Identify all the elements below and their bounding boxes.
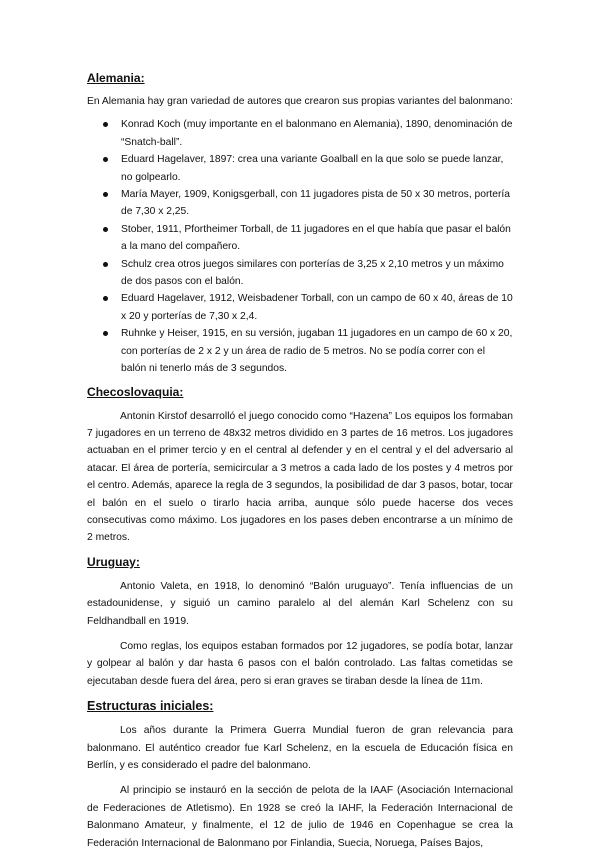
- bullet-icon: [103, 331, 108, 336]
- list-item: [87, 290, 513, 325]
- alemania-list: [87, 116, 513, 377]
- section-heading-estructuras: Estructuras iniciales:: [87, 699, 214, 714]
- list-item: [87, 151, 513, 186]
- list-item-text: Eduard Hagelaver, 1912, Weisbadener Torball, con un campo de 60 x 40, áreas de 10 x 20 y porterías de 7,30 x 2,4.: [121, 293, 513, 322]
- bullet-icon: [103, 122, 108, 127]
- section-heading-uruguay: Uruguay:: [87, 554, 140, 569]
- uruguay-paragraph-1: Antonio Valeta, en 1918, lo denominó “Balón uruguayo”. Tenía influencias de un estadounidense, y siguió un camino paralelo al del alemán Karl Schelenz con su Feldhandball en 1919.: [87, 580, 513, 627]
- list-item: [87, 325, 513, 377]
- list-item: [87, 256, 513, 291]
- list-item: [87, 221, 513, 256]
- bullet-icon: [103, 227, 108, 232]
- list-item-text: Stober, 1911, Pfortheimer Torball, de 11 jugadores en el que había que pasar el balón a la mano del compañero.: [121, 223, 511, 253]
- bullet-icon: [103, 192, 108, 197]
- list-item: [87, 186, 513, 221]
- checoslovaquia-paragraph: Antonin Kirstof desarrolló el juego conocido como “Hazena” Los equipos los formaban 7 jugadores en un terreno de 48x32 metros dividido en 3 partes de 16 metros. Los jugadores actuaban en el primer tercio y en el central al defender y en el central y el del adversario al atacar. El área de portería, semicircular a 3 metros a cada lado de los postes y 4 metros por el centro. Además, aparece la regla de 3 segundos, la posibilidad de dar 3 pasos, botar, tocar el balón en el suelo o tirarlo hacia arriba, aunque sólo puede hacerse dos veces consecutivas como máximo. Los jugadores en los pases deben encontrarse a un mínimo de 2 metros.: [87, 410, 513, 544]
- section-heading-alemania: Alemania:: [87, 71, 145, 85]
- bullet-icon: [103, 296, 108, 301]
- list-item-text: Konrad Koch (muy importante en el balonmano en Alemania), 1890, denominación de “Snatch-ball”.: [121, 119, 513, 148]
- list-item: [87, 116, 513, 151]
- list-item-text: Schulz crea otros juegos similares con porterías de 3,25 x 2,10 metros y un máximo de dos pasos con el balón.: [121, 258, 504, 288]
- uruguay-paragraph-2: Como reglas, los equipos estaban formados por 12 jugadores, se podía botar, lanzar y golpear al balón y dar hasta 6 pasos con el balón controlado. Las faltas cometidas se ejecutaban desde fuera del área, pero si eran graves se tiraban desde la línea de 11m.: [87, 640, 513, 687]
- list-item-text: Eduard Hagelaver, 1897: crea una variante Goalball en la que solo se puede lanzar, no golpearlo.: [121, 154, 504, 183]
- bullet-icon: [103, 157, 108, 162]
- estructuras-paragraph-2: Al principio se instauró en la sección de pelota de la IAAF (Asociación Internacional de Federaciones de Atletismo). En 1928 se creó la IAHF, la Federación Internacional de Balonmano Amateur, y finalmente, el 12 de julio de 1946 en Copenhague se crea la Federación Internacional de Balonmano por Finlandia, Suecia, Noruega, Países Bajos,: [87, 785, 513, 849]
- section-heading-checoslovaquia: Checoslovaquia:: [87, 384, 184, 399]
- bullet-icon: [103, 262, 108, 267]
- page-content: [87, 70, 513, 852]
- list-item-text: Ruhnke y Heiser, 1915, en su versión, jugaban 11 jugadores en un campo de 60 x 20, con porterías de 2 x 2 y un área de radio de 5 metros. No se podía correr con el balón ni tenerlo más de 3 segundos.: [121, 328, 513, 375]
- list-item-text: María Mayer, 1909, Konigsgerball, con 11 jugadores pista de 50 x 30 metros, portería de 7,30 x 2,25.: [121, 189, 511, 218]
- estructuras-paragraph-1: Los años durante la Primera Guerra Mundial fueron de gran relevancia para balonmano. El auténtico creador fue Karl Schelenz, en la escuela de Educación física en Berlín, y es considerado el padre del balonmano.: [87, 725, 513, 771]
- alemania-intro: En Alemania hay gran variedad de autores que crearon sus propias variantes del balonmano:: [87, 96, 513, 107]
